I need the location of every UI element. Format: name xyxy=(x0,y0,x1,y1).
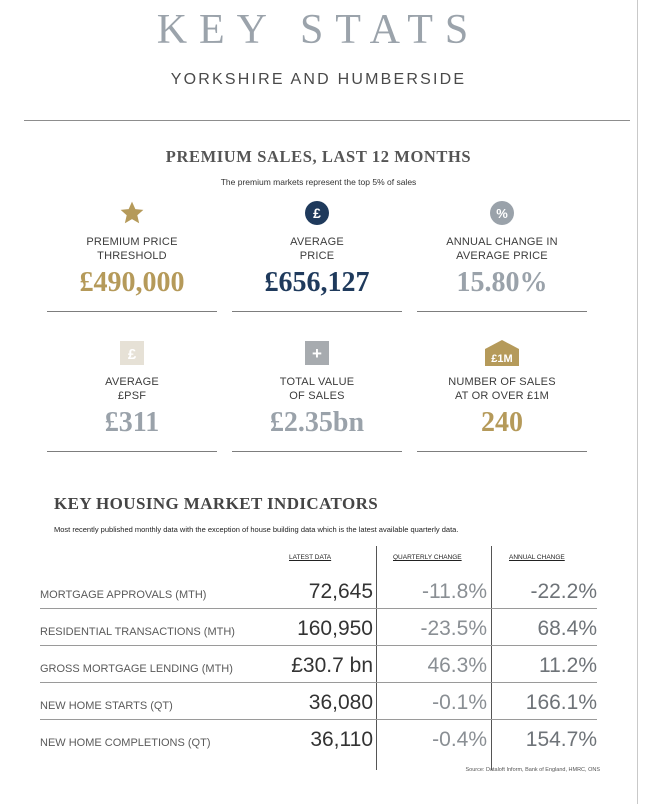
table-row xyxy=(40,715,597,753)
svg-text:£: £ xyxy=(127,346,137,363)
stat-label: NUMBER OF SALES AT OR OVER £1M xyxy=(448,376,556,402)
stat-underline xyxy=(417,311,587,312)
stat-underline xyxy=(47,451,217,452)
region-subtitle: YORKSHIRE AND HUMBERSIDE xyxy=(170,71,467,88)
svg-text:%: % xyxy=(496,206,508,221)
row-label: NEW HOME COMPLETIONS (QT) xyxy=(40,737,211,749)
column-header-quarterly-change: QUARTERLY CHANGE xyxy=(393,554,462,561)
annual-change-value: 166.1% xyxy=(525,691,597,714)
latest-data-value: 160,950 xyxy=(297,617,373,640)
premium-sales-subheading: The premium markets represent the top 5% of sales xyxy=(220,177,417,187)
row-label: NEW HOME STARTS (QT) xyxy=(40,700,173,712)
svg-text:+: + xyxy=(312,344,322,363)
svg-text:£: £ xyxy=(313,205,321,221)
indicators-heading: KEY HOUSING MARKET INDICATORS xyxy=(54,494,379,513)
stat-number-of-sales-over-1m xyxy=(417,340,587,452)
annual-change-value: 11.2% xyxy=(539,654,597,677)
stat-average-psf xyxy=(47,340,217,452)
stat-label: AVERAGE £PSF xyxy=(105,376,159,402)
row-label: MORTGAGE APPROVALS (MTH) xyxy=(40,589,207,601)
star-icon xyxy=(47,200,217,226)
indicators-note: Most recently published monthly data with the exception of house building data which is the latest available quarterly data. xyxy=(54,525,459,534)
latest-data-value: 36,080 xyxy=(308,691,373,714)
column-header-annual-change: ANNUAL CHANGE xyxy=(509,554,565,561)
stat-total-value-of-sales xyxy=(232,340,402,452)
percent-circle-icon xyxy=(417,200,587,226)
stat-value: £2.35bn xyxy=(269,407,365,438)
plus-square-icon xyxy=(232,340,402,366)
stat-underline xyxy=(232,451,402,452)
quarterly-change-value: -23.5% xyxy=(420,617,487,640)
page-title: KEY STATS xyxy=(156,7,481,53)
header-divider xyxy=(24,120,630,121)
annual-change-value: 68.4% xyxy=(537,617,597,640)
pound-square-icon xyxy=(47,340,217,366)
page-edge-rule xyxy=(637,0,638,804)
column-header-latest-data: LATEST DATA xyxy=(289,554,332,561)
stat-label: TOTAL VALUE OF SALES xyxy=(279,376,355,402)
quarterly-change-value: -11.8% xyxy=(422,580,487,603)
table-row xyxy=(40,678,597,716)
stat-label: ANNUAL CHANGE IN AVERAGE PRICE xyxy=(446,236,558,262)
stat-underline xyxy=(232,311,402,312)
row-label: RESIDENTIAL TRANSACTIONS (MTH) xyxy=(40,626,235,638)
quarterly-change-value: -0.4% xyxy=(432,728,487,751)
quarterly-change-value: -0.1% xyxy=(432,691,487,714)
stat-value: 240 xyxy=(481,407,523,438)
stat-annual-change-average-price xyxy=(417,200,587,312)
stat-value: £490,000 xyxy=(79,267,185,298)
annual-change-value: 154.7% xyxy=(525,728,597,751)
quarterly-change-value: 46.3% xyxy=(427,654,487,677)
table-row xyxy=(40,641,597,679)
table-row xyxy=(40,567,597,605)
stat-value: £311 xyxy=(104,407,160,438)
stat-label: PREMIUM PRICE THRESHOLD xyxy=(86,236,178,262)
stat-underline xyxy=(417,451,587,452)
stat-underline xyxy=(47,311,217,312)
premium-sales-heading: PREMIUM SALES, LAST 12 MONTHS xyxy=(165,147,472,166)
svg-text:£1M: £1M xyxy=(491,353,513,365)
latest-data-value: 72,645 xyxy=(308,580,373,603)
stat-label: AVERAGE PRICE xyxy=(290,236,344,262)
latest-data-value: £30.7 bn xyxy=(291,654,373,677)
house-1m-icon xyxy=(417,340,587,366)
row-label: GROSS MORTGAGE LENDING (MTH) xyxy=(40,663,233,675)
stat-value: £656,127 xyxy=(264,267,370,298)
annual-change-value: -22.2% xyxy=(530,580,597,603)
table-row xyxy=(40,604,597,642)
stat-value: 15.80% xyxy=(456,267,548,298)
stat-premium-price-threshold xyxy=(47,200,217,312)
pound-circle-icon xyxy=(232,200,402,226)
source-note: Source: Dataloft Inform, Bank of England, HMRC, ONS xyxy=(465,767,600,773)
latest-data-value: 36,110 xyxy=(310,728,373,751)
stat-average-price xyxy=(232,200,402,312)
